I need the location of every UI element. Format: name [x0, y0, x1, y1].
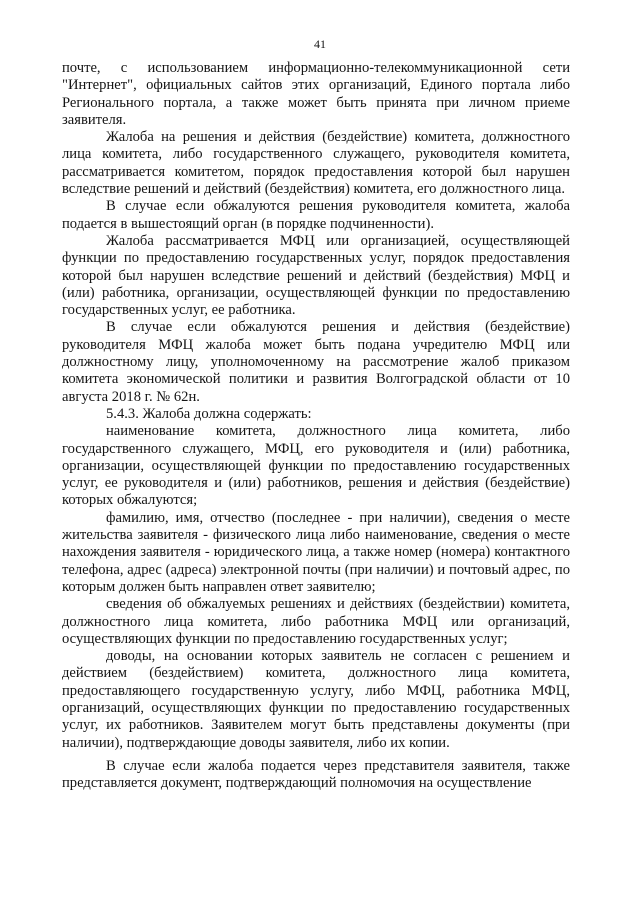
paragraph: 5.4.3. Жалоба должна содержать: [106, 405, 312, 422]
paragraph: фамилию, имя, отчество (последнее - при наличии), сведения о месте жительства заявителя - физического лица либо наименование, сведения о месте нахождения заявителя - юридического лица, а также номер (номера) контактного телефона, адрес (адреса) электронной почты (при наличии) и почтовый адрес, по которым должен быть направлен ответ заявителю; [62, 509, 570, 595]
paragraph: В случае если жалоба подается через представителя заявителя, также представляется документ, подтверждающий полномочия на осуществление [62, 757, 570, 792]
paragraph: доводы, на основании которых заявитель не согласен с решением и действием (бездействием) комитета, должностного лица комитета, предоставляющего государственную услугу, либо МФЦ, работника МФЦ, организаций, осуществляющих функции по предоставлению государственных услуг, их работников. Заявителем могут быть представлены документы (при наличии), подтверждающие доводы заявителя, либо их копии. [62, 648, 570, 751]
paragraph: почте, с использованием информационно-телекоммуникационной сети "Интернет", официальных сайтов этих организаций, Единого портала либо Регионального портала, а также может быть принята при личном приеме заявителя. [62, 60, 570, 128]
paragraph: Жалоба рассматривается МФЦ или организацией, осуществляющей функции по предоставлению государственных услуг, порядок предоставления которой был нарушен вследствие решений и действий (бездействия) МФЦ и (или) работника, организации, осуществляющей функции по предоставлению государственных услуг, ее работника. [62, 232, 570, 319]
paragraph: Жалоба на решения и действия (бездействие) комитета, должностного лица комитета, либо государственного служащего, руководителя комитета, рассматривается комитетом, порядок предоставления которой был нарушен вследствие решений и действий (бездействия) комитета, его должностного лица. [62, 129, 570, 198]
paragraph: сведения об обжалуемых решениях и действиях (бездействии) комитета, должностного лица комитета, либо работника МФЦ или организаций, осуществляющих функции по предоставлению государственных услуг; [62, 596, 570, 647]
body-text [62, 60, 570, 792]
paragraph: В случае если обжалуются решения руководителя комитета, жалоба подается в вышестоящий орган (в порядке подчиненности). [62, 198, 570, 232]
paragraph: В случае если обжалуются решения и действия (бездействие) руководителя МФЦ жалоба может быть подана учредителю МФЦ или должностному лицу, уполномоченному на рассмотрение жалоб приказом комитета экономической политики и развития Волгоградской области от 10 августа 2018 г. № 62н. [62, 319, 570, 405]
page-number: 41 [314, 37, 326, 51]
paragraph: наименование комитета, должностного лица комитета, либо государственного служащего, МФЦ, его руководителя и (или) работника, организации, осуществляющей функции по предоставлению государственных услуг, ее руководителя и (или) работников, решения и действия (бездействие) которых обжалуются; [62, 423, 570, 509]
